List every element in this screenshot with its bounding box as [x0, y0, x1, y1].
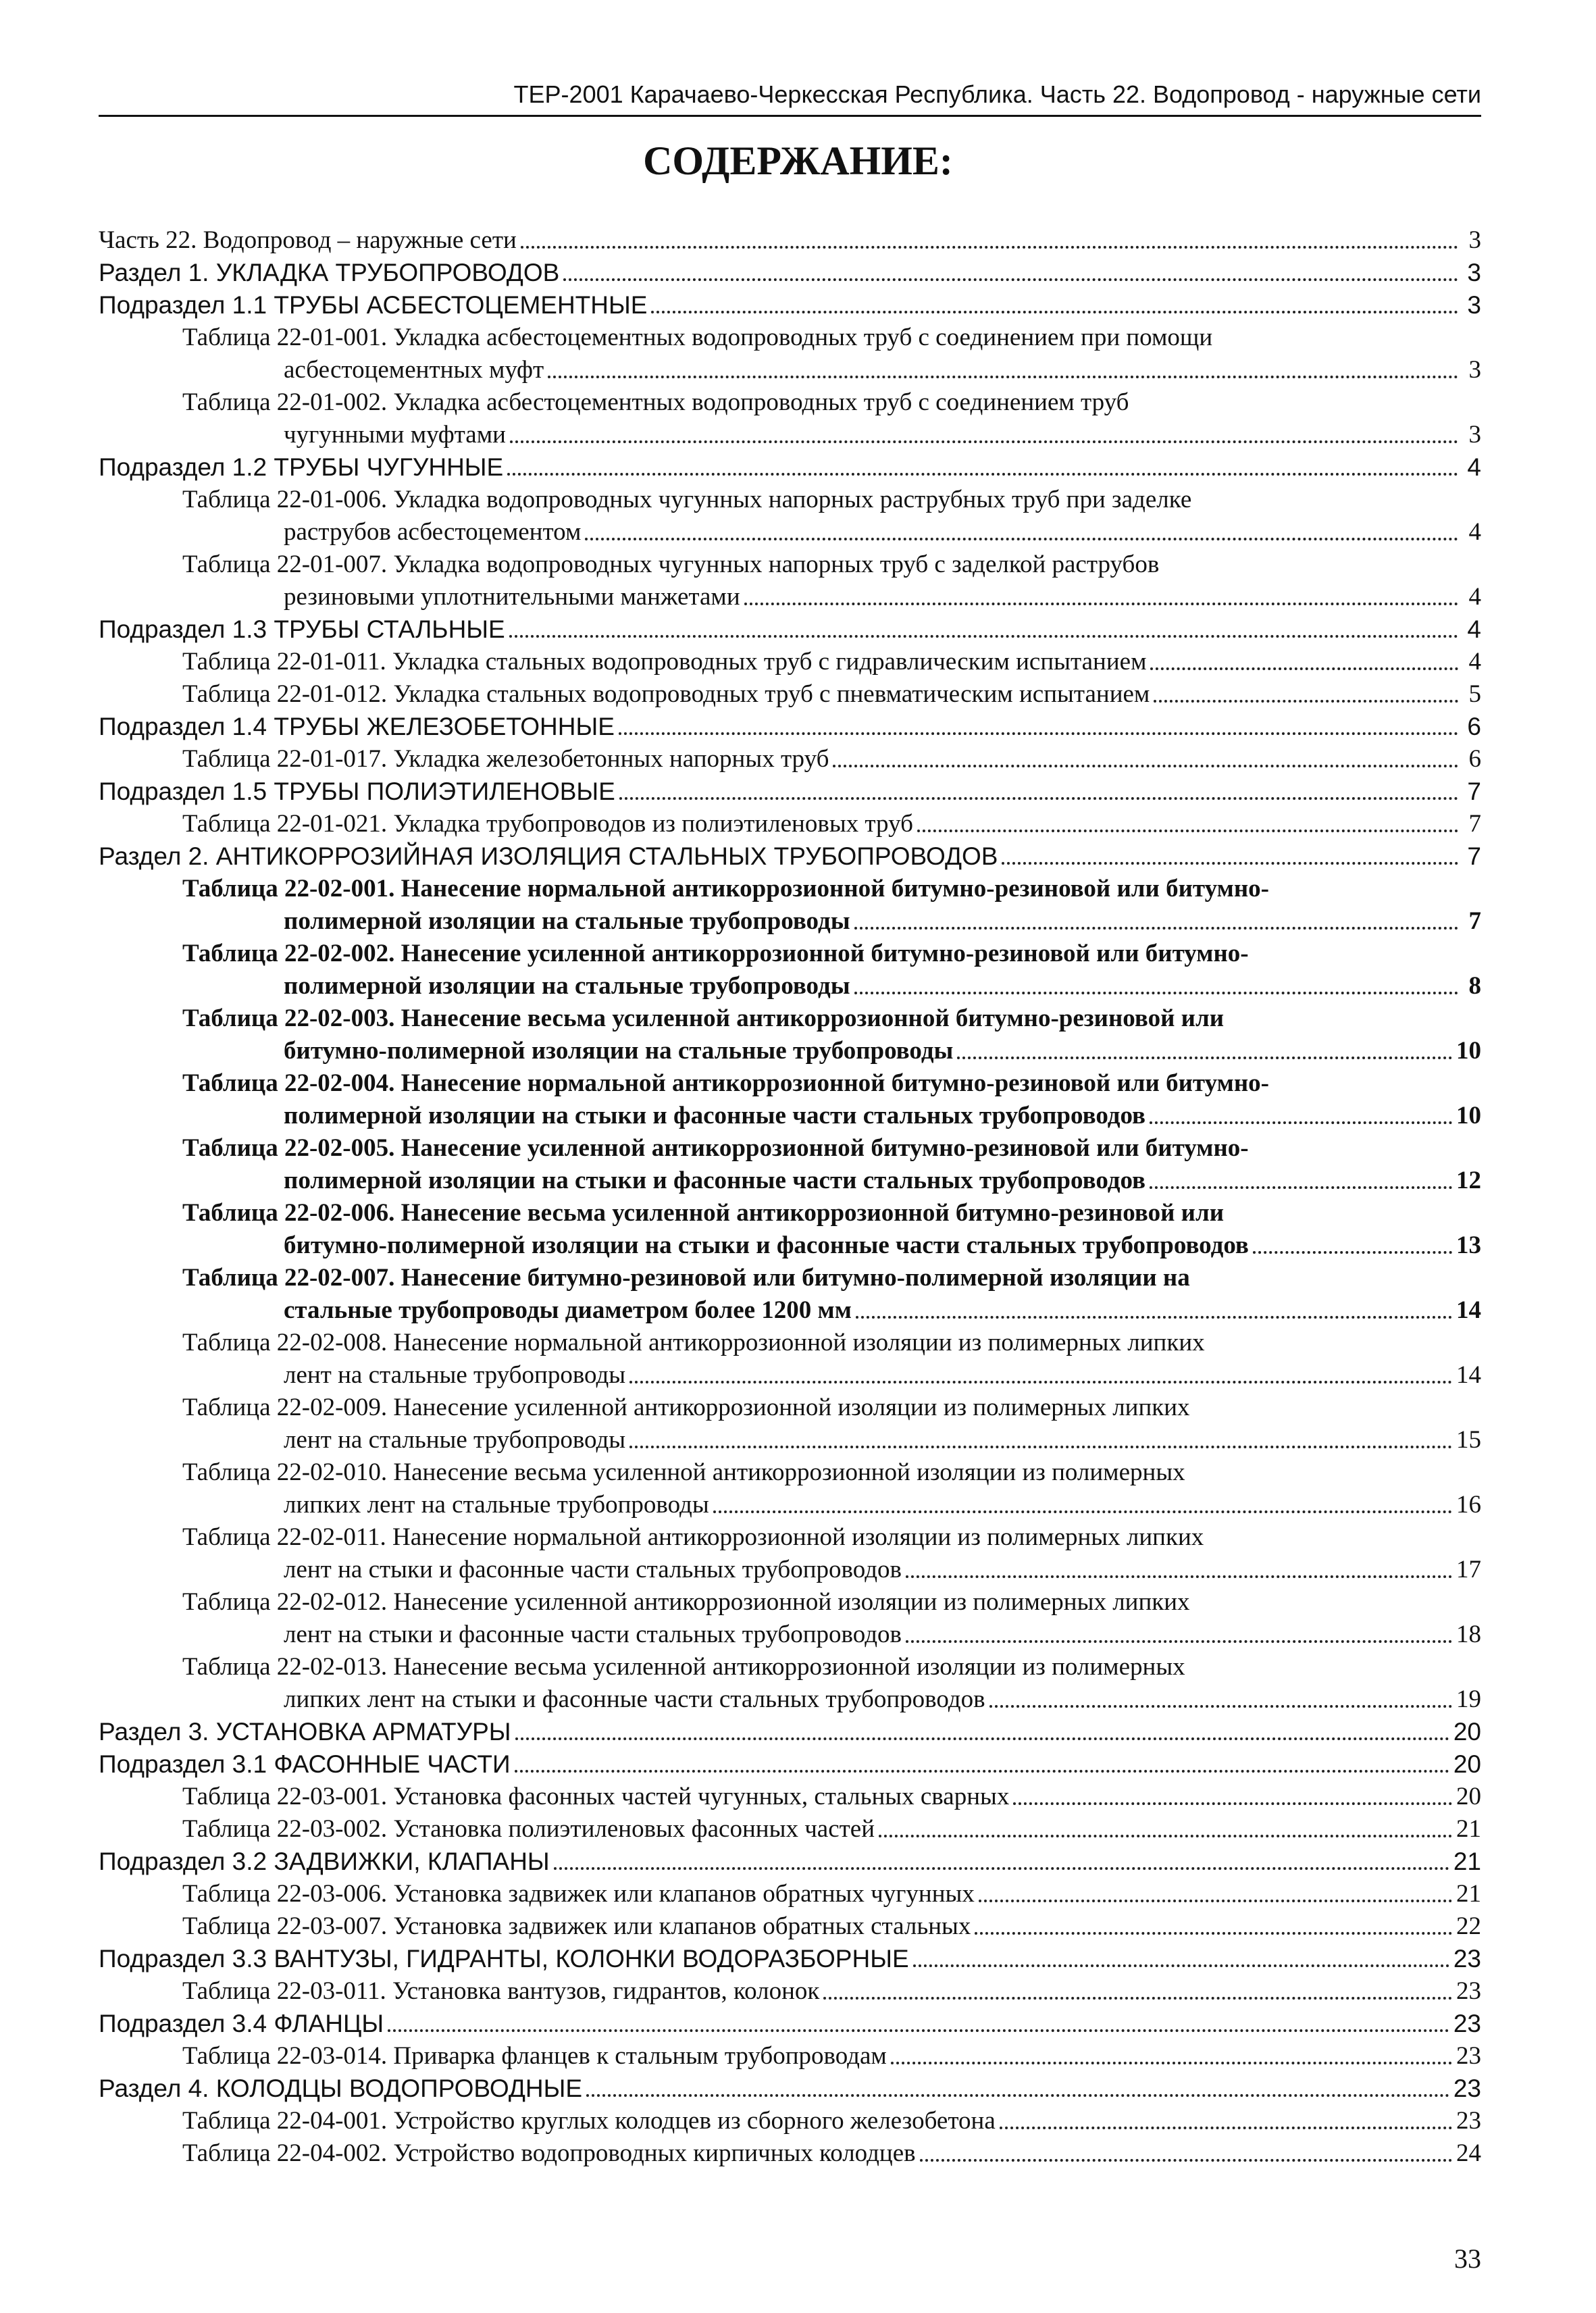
- toc-entry-title: Таблица 22-02-010. Нанесение весьма усиленной антикоррозионной изоляции из полимерных: [182, 1458, 1185, 1486]
- toc-entry-title: Таблица 22-02-007. Нанесение битумно-резиновой или битумно-полимерной изоляции на: [182, 1264, 1190, 1292]
- table-of-contents: [99, 224, 1481, 2170]
- toc-entry-title: Таблица 22-03-001. Установка фасонных частей чугунных, стальных сварных: [182, 1783, 1010, 1810]
- dot-leader: [1150, 1121, 1452, 1124]
- dot-leader: [913, 1964, 1449, 1967]
- toc-entry-title: Таблица 22-02-001. Нанесение нормальной антикоррозионной битумно-резиновой или битумно-: [182, 875, 1269, 903]
- toc-page-number: 15: [1456, 1426, 1481, 1454]
- toc-entry: [99, 289, 1481, 322]
- toc-page-number: 16: [1456, 1491, 1481, 1519]
- dot-leader: [744, 603, 1458, 605]
- toc-page-number: 20: [1453, 1750, 1481, 1778]
- toc-entry-title: Таблица 22-02-011. Нанесение нормальной антикоррозионной изоляции из полимерных липких: [182, 1523, 1204, 1551]
- dot-leader: [507, 473, 1458, 476]
- toc-entry-title-continuation: липких лент на стыки и фасонные части стальных трубопроводов: [284, 1685, 985, 1713]
- dot-leader: [515, 1737, 1449, 1740]
- toc-entry: [99, 484, 1481, 549]
- dot-leader: [1150, 1186, 1452, 1189]
- toc-page-number: 3: [1467, 259, 1481, 286]
- toc-page-number: 3: [1468, 226, 1481, 254]
- dot-leader: [1000, 2127, 1452, 2129]
- toc-page-number: 13: [1456, 1231, 1481, 1259]
- toc-entry-title: Подраздел 3.4 ФЛАНЦЫ: [99, 2010, 384, 2037]
- toc-entry: [99, 840, 1481, 873]
- toc-entry-title: Таблица 22-02-003. Нанесение весьма усиленной антикоррозионной битумно-резиновой или: [182, 1005, 1225, 1032]
- toc-entry: [99, 2105, 1481, 2137]
- running-header: ТЕР-2001 Карачаево-Черкесская Республика. Часть 22. Водопровод - наружные сети: [513, 80, 1481, 108]
- dot-leader: [957, 1057, 1452, 1059]
- toc-entry-title-continuation: лент на стальные трубопроводы: [284, 1426, 626, 1454]
- dot-leader: [823, 1997, 1452, 2000]
- toc-entry-title: Раздел 3. УСТАНОВКА АРМАТУРЫ: [99, 1718, 511, 1746]
- dot-leader: [388, 2029, 1449, 2032]
- toc-entry: [99, 451, 1481, 484]
- toc-page-number: 20: [1453, 1718, 1481, 1746]
- dot-leader: [989, 1705, 1452, 1708]
- toc-entry: [99, 1910, 1481, 1943]
- toc-entry-title: Подраздел 1.3 ТРУБЫ СТАЛЬНЫЕ: [99, 615, 505, 643]
- toc-entry: [99, 1392, 1481, 1456]
- toc-page-number: 6: [1467, 713, 1481, 740]
- toc-entry-title: Таблица 22-01-006. Укладка водопроводных чугунных напорных раструбных труб при заделке: [182, 486, 1192, 513]
- dot-leader: [854, 927, 1458, 930]
- toc-entry-title: Таблица 22-02-002. Нанесение усиленной антикоррозионной битумно-резиновой или битумно-: [182, 940, 1249, 967]
- dot-leader: [1002, 862, 1458, 865]
- toc-page-number: 20: [1456, 1783, 1481, 1810]
- dot-leader: [509, 635, 1458, 638]
- toc-entry-title: Таблица 22-03-014. Приварка фланцев к стальным трубопроводам: [182, 2042, 887, 2070]
- dot-leader: [856, 1316, 1452, 1319]
- toc-entry-title: Таблица 22-02-006. Нанесение весьма усиленной антикоррозионной битумно-резиновой или: [182, 1199, 1225, 1227]
- toc-entry: [99, 711, 1481, 743]
- toc-page-number: 7: [1467, 778, 1481, 805]
- toc-entry-title-continuation: резиновыми уплотнительными манжетами: [284, 583, 740, 611]
- toc-entry: [99, 2073, 1481, 2105]
- toc-entry: [99, 1197, 1481, 1262]
- toc-entry: [99, 224, 1481, 257]
- dot-leader: [1150, 667, 1458, 670]
- toc-entry: [99, 1781, 1481, 1813]
- toc-page-number: 8: [1468, 972, 1481, 1000]
- toc-entry-title-continuation: полимерной изоляции на стыки и фасонные части стальных трубопроводов: [284, 1167, 1146, 1194]
- toc-entry-title: Таблица 22-03-011. Установка вантузов, гидрантов, колонок: [182, 1977, 820, 2005]
- toc-entry-title: Таблица 22-02-008. Нанесение нормальной антикоррозионной изоляции из полимерных липких: [182, 1329, 1205, 1356]
- toc-page-number: 17: [1456, 1556, 1481, 1583]
- toc-page-number: 6: [1468, 745, 1481, 773]
- toc-page-number: 24: [1456, 2139, 1481, 2167]
- toc-entry-title: Таблица 22-04-001. Устройство круглых колодцев из сборного железобетона: [182, 2107, 996, 2135]
- toc-page-number: 23: [1453, 2075, 1481, 2102]
- toc-entry: [99, 1521, 1481, 1586]
- toc-entry: [99, 776, 1481, 808]
- toc-page-number: 3: [1468, 356, 1481, 384]
- toc-entry: [99, 1651, 1481, 1716]
- toc-entry-title-continuation: лент на стыки и фасонные части стальных трубопроводов: [284, 1556, 902, 1583]
- toc-page-number: 23: [1456, 2042, 1481, 2070]
- toc-page-number: 7: [1468, 907, 1481, 935]
- toc-entry-title-continuation: асбестоцементных муфт: [284, 356, 544, 384]
- toc-entry-title-continuation: полимерной изоляции на стальные трубопроводы: [284, 907, 850, 935]
- toc-page-number: 21: [1456, 1815, 1481, 1843]
- toc-entry: [99, 1327, 1481, 1392]
- dot-leader: [713, 1510, 1452, 1513]
- toc-entry-title: Подраздел 3.2 ЗАДВИЖКИ, КЛАПАНЫ: [99, 1848, 550, 1875]
- toc-entry: [99, 257, 1481, 289]
- header-rule: [99, 115, 1481, 117]
- toc-entry-title: Таблица 22-01-017. Укладка железобетонных напорных труб: [182, 745, 829, 773]
- dot-leader: [510, 440, 1458, 443]
- toc-entry-title: Таблица 22-01-007. Укладка водопроводных чугунных напорных труб с заделкой раструбов: [182, 551, 1160, 578]
- toc-entry: [99, 1975, 1481, 2008]
- toc-entry: [99, 1586, 1481, 1651]
- toc-entry-title: Подраздел 1.2 ТРУБЫ ЧУГУННЫЕ: [99, 453, 504, 481]
- toc-page-number: 4: [1468, 583, 1481, 611]
- toc-entry-title: Подраздел 1.5 ТРУБЫ ПОЛИЭТИЛЕНОВЫЕ: [99, 778, 615, 805]
- toc-entry-title: Подраздел 3.1 ФАСОННЫЕ ЧАСТИ: [99, 1750, 511, 1778]
- toc-entry-title-continuation: чугунными муфтами: [284, 421, 506, 449]
- toc-entry-title: Таблица 22-02-005. Нанесение усиленной антикоррозионной битумно-резиновой или битумно-: [182, 1134, 1249, 1162]
- toc-page-number: 4: [1468, 648, 1481, 676]
- toc-page-number: 18: [1456, 1621, 1481, 1648]
- toc-entry: [99, 646, 1481, 678]
- dot-leader: [629, 1381, 1452, 1383]
- toc-entry-title-continuation: полимерной изоляции на стальные трубопроводы: [284, 972, 850, 1000]
- dot-leader: [879, 1835, 1452, 1837]
- toc-entry-title-continuation: лент на стальные трубопроводы: [284, 1361, 626, 1389]
- toc-page-number: 23: [1453, 2010, 1481, 2037]
- dot-leader: [1253, 1251, 1452, 1254]
- dot-leader: [979, 1900, 1452, 1902]
- toc-entry-title: Таблица 22-02-009. Нанесение усиленной антикоррозионной изоляции из полимерных липких: [182, 1394, 1190, 1421]
- dot-leader: [619, 797, 1458, 800]
- toc-page-number: 4: [1468, 518, 1481, 546]
- toc-entry: [99, 1456, 1481, 1521]
- toc-entry: [99, 1132, 1481, 1197]
- dot-leader: [629, 1446, 1452, 1448]
- toc-page-number: 12: [1456, 1167, 1481, 1194]
- dot-leader: [1154, 700, 1458, 703]
- toc-page-number: 4: [1467, 453, 1481, 481]
- toc-entry: [99, 1846, 1481, 1878]
- dot-leader: [1013, 1802, 1452, 1805]
- toc-entry-title: Таблица 22-02-012. Нанесение усиленной антикоррозионной изоляции из полимерных липких: [182, 1588, 1190, 1616]
- toc-entry: [99, 678, 1481, 711]
- toc-entry-title-continuation: битумно-полимерной изоляции на стальные трубопроводы: [284, 1037, 954, 1065]
- toc-entry: [99, 386, 1481, 451]
- toc-entry-title-continuation: полимерной изоляции на стыки и фасонные части стальных трубопроводов: [284, 1102, 1146, 1129]
- toc-entry: [99, 873, 1481, 938]
- dot-leader: [917, 830, 1458, 832]
- toc-entry: [99, 808, 1481, 840]
- toc-entry-title: Раздел 1. УКЛАДКА ТРУБОПРОВОДОВ: [99, 259, 560, 286]
- toc-entry-title: Подраздел 1.4 ТРУБЫ ЖЕЛЕЗОБЕТОННЫЕ: [99, 713, 615, 740]
- toc-page-number: 23: [1456, 2107, 1481, 2135]
- dot-leader: [854, 992, 1458, 994]
- toc-entry-title: Таблица 22-02-013. Нанесение весьма усиленной антикоррозионной изоляции из полимерных: [182, 1653, 1185, 1681]
- dot-leader: [521, 246, 1458, 249]
- toc-entry: [99, 1813, 1481, 1846]
- toc-entry-title: Раздел 2. АНТИКОРРОЗИЙНАЯ ИЗОЛЯЦИЯ СТАЛЬНЫХ ТРУБОПРОВОДОВ: [99, 842, 998, 870]
- toc-page-number: 7: [1468, 810, 1481, 838]
- dot-leader: [651, 311, 1458, 313]
- toc-entry-title-continuation: стальные трубопроводы диаметром более 1200 мм: [284, 1296, 852, 1324]
- toc-entry-title: Таблица 22-02-004. Нанесение нормальной антикоррозионной битумно-резиновой или битумно-: [182, 1069, 1269, 1097]
- toc-page-number: 22: [1456, 1912, 1481, 1940]
- toc-entry-title: Таблица 22-01-012. Укладка стальных водопроводных труб с пневматическим испытанием: [182, 680, 1150, 708]
- toc-page-number: 21: [1453, 1848, 1481, 1875]
- dot-leader: [906, 1640, 1452, 1643]
- toc-page-number: 14: [1456, 1361, 1481, 1389]
- toc-entry-title-continuation: липких лент на стальные трубопроводы: [284, 1491, 709, 1519]
- toc-entry: [99, 322, 1481, 386]
- toc-entry: [99, 1716, 1481, 1748]
- toc-page-number: 4: [1467, 615, 1481, 643]
- toc-entry-title-continuation: раструбов асбестоцементом: [284, 518, 582, 546]
- toc-entry: [99, 1067, 1481, 1132]
- toc-entry: [99, 613, 1481, 646]
- dot-leader: [563, 278, 1458, 281]
- toc-entry: [99, 1878, 1481, 1910]
- toc-entry: [99, 2040, 1481, 2073]
- toc-page-number: 10: [1456, 1037, 1481, 1065]
- toc-entry-title: Раздел 4. КОЛОДЦЫ ВОДОПРОВОДНЫЕ: [99, 2075, 583, 2102]
- dot-leader: [975, 1932, 1452, 1935]
- dot-leader: [920, 2159, 1452, 2162]
- toc-entry-title: Таблица 22-03-007. Установка задвижек или клапанов обратных стальных: [182, 1912, 971, 1940]
- toc-entry-title: Таблица 22-01-002. Укладка асбестоцементных водопроводных труб с соединением труб: [182, 388, 1129, 416]
- toc-entry-title: Таблица 22-03-002. Установка полиэтиленовых фасонных частей: [182, 1815, 875, 1843]
- toc-entry-title: Таблица 22-01-001. Укладка асбестоцементных водопроводных труб с соединением при помощи: [182, 324, 1213, 351]
- dot-leader: [585, 538, 1458, 540]
- dot-leader: [548, 376, 1458, 378]
- dot-leader: [833, 765, 1458, 767]
- toc-entry-title-continuation: битумно-полимерной изоляции на стыки и фасонные части стальных трубопроводов: [284, 1231, 1249, 1259]
- page-title: СОДЕРЖАНИЕ:: [643, 138, 953, 183]
- toc-page-number: 3: [1467, 291, 1481, 319]
- toc-entry-title: Таблица 22-04-002. Устройство водопроводных кирпичных колодцев: [182, 2139, 916, 2167]
- toc-page-number: 3: [1468, 421, 1481, 449]
- toc-entry: [99, 1262, 1481, 1327]
- toc-entry: [99, 1748, 1481, 1781]
- toc-entry-title: Подраздел 3.3 ВАНТУЗЫ, ГИДРАНТЫ, КОЛОНКИ ВОДОРАЗБОРНЫЕ: [99, 1945, 909, 1973]
- page-number: 33: [1454, 2243, 1481, 2274]
- dot-leader: [906, 1575, 1452, 1578]
- toc-entry: [99, 1943, 1481, 1975]
- toc-entry: [99, 2008, 1481, 2040]
- dot-leader: [586, 2094, 1449, 2097]
- toc-page-number: 5: [1468, 680, 1481, 708]
- toc-page-number: 21: [1456, 1880, 1481, 1908]
- toc-entry: [99, 938, 1481, 1002]
- toc-page-number: 19: [1456, 1685, 1481, 1713]
- toc-entry: [99, 743, 1481, 776]
- toc-entry: [99, 549, 1481, 613]
- dot-leader: [554, 1867, 1449, 1870]
- toc-entry-title: Таблица 22-03-006. Установка задвижек или клапанов обратных чугунных: [182, 1880, 975, 1908]
- toc-page-number: 23: [1456, 1977, 1481, 2005]
- toc-page-number: 10: [1456, 1102, 1481, 1129]
- toc-page-number: 14: [1456, 1296, 1481, 1324]
- dot-leader: [515, 1770, 1449, 1773]
- toc-page-number: 23: [1453, 1945, 1481, 1973]
- toc-entry-title-continuation: лент на стыки и фасонные части стальных трубопроводов: [284, 1621, 902, 1648]
- dot-leader: [891, 2062, 1452, 2064]
- toc-page-number: 7: [1467, 842, 1481, 870]
- toc-entry-title: Таблица 22-01-011. Укладка стальных водопроводных труб с гидравлическим испытанием: [182, 648, 1147, 676]
- dot-leader: [619, 732, 1458, 735]
- toc-entry: [99, 2137, 1481, 2170]
- toc-entry-title: Подраздел 1.1 ТРУБЫ АСБЕСТОЦЕМЕНТНЫЕ: [99, 291, 648, 319]
- toc-entry: [99, 1002, 1481, 1067]
- toc-entry-title: Часть 22. Водопровод – наружные сети: [99, 226, 517, 254]
- toc-entry-title: Таблица 22-01-021. Укладка трубопроводов из полиэтиленовых труб: [182, 810, 913, 838]
